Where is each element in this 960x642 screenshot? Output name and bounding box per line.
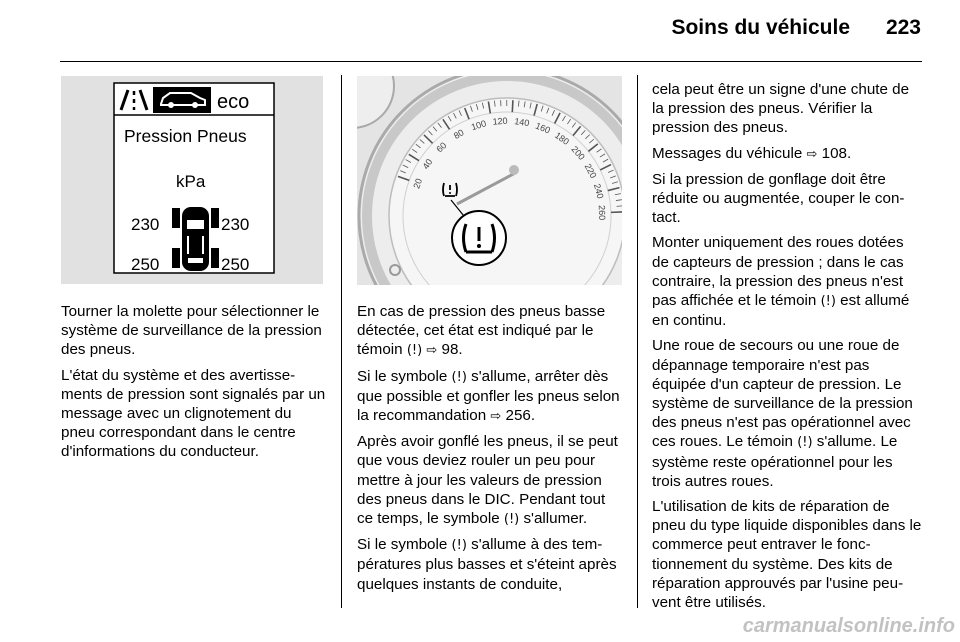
- speed-label: 120: [492, 115, 508, 127]
- column-divider-left: [341, 75, 342, 608]
- tick-mark: [617, 206, 622, 207]
- display-title: Pression Pneus: [124, 126, 247, 146]
- front-right-pressure: 230: [221, 215, 250, 234]
- needle-hub: [509, 165, 519, 175]
- column-divider-right: [637, 75, 638, 608]
- speed-label: 220: [582, 161, 599, 180]
- speed-label: 180: [552, 130, 571, 147]
- pressure-unit: kPa: [176, 172, 206, 191]
- speed-label: 200: [569, 144, 587, 162]
- column-middle: [357, 302, 625, 600]
- paragraph: En cas de pression des pneus basse détectée, cet état est indiqué par le témoin (!) ⇨ 98.: [357, 303, 606, 359]
- tire-pressure-warning-icon: (!): [820, 294, 836, 310]
- paragraph: Si la pression de gonflage doit être réduite ou augmentée, couper le contact.: [652, 170, 905, 227]
- paragraph: Si le symbole (!) s'allume à des températures plus basses et s'éteint après quelques instants de conduite,: [357, 536, 617, 593]
- tire-pressure-display-figure: [61, 76, 323, 284]
- speed-label: 80: [451, 127, 466, 141]
- paragraph: Tourner la molette pour sélectionner le système de surveillance de la pression des pneus.: [61, 303, 322, 359]
- speedometer-illustration: [357, 76, 622, 285]
- column-left: [61, 302, 327, 468]
- column-right: [652, 80, 924, 618]
- header-rule: [60, 61, 922, 62]
- tire-pressure-warning-callout-icon: [452, 211, 506, 265]
- speed-label: 160: [533, 120, 552, 136]
- vehicle-tab-icon: [153, 87, 211, 113]
- page-number: 223: [885, 16, 921, 39]
- tire-pressure-warning-icon: (!): [406, 343, 423, 359]
- paragraph: Messages du véhicule ⇨ 108.: [652, 144, 852, 162]
- watermark: carmanualsonline.info: [742, 615, 955, 637]
- speed-label: 240: [591, 182, 606, 200]
- paragraph: cela peut être un signe d'une chute de la pression des pneus. Vérifier la pression des pneus.: [652, 81, 910, 137]
- paragraph: Monter uniquement des roues dotées de capteurs de pression ; dans le cas contraire, la pression des pneus n'est pas affichée et le témoin (!) est allumé en continu.: [652, 234, 910, 330]
- page-reference-arrow-icon: ⇨: [426, 343, 438, 359]
- paragraph: Si le symbole (!) s'allume, arrêter dès que possible et gonfler les pneus selon la recommandation ⇨ 256.: [357, 367, 620, 425]
- speed-label: 260: [596, 204, 608, 221]
- section-title: Soins du véhicule: [671, 16, 850, 39]
- paragraph: Après avoir gonflé les pneus, il se peut que vous deviez rouler un peu pour mettre à jour les valeurs de pression des pneus dans le DIC. Pendant tout ce temps, le symbole (!) s'allumer.: [357, 433, 618, 528]
- dic-display-illustration: [61, 76, 323, 284]
- speed-label: 140: [513, 116, 531, 129]
- eco-label: eco: [217, 91, 250, 113]
- speed-label: 100: [470, 118, 488, 133]
- tire-pressure-warning-icon: (!): [797, 435, 813, 451]
- front-left-pressure: 230: [131, 215, 160, 234]
- tire-pressure-warning-small-icon: [441, 180, 459, 198]
- tick-mark: [512, 100, 513, 112]
- tire-pressure-warning-icon: (!): [451, 369, 467, 385]
- speed-label: 60: [434, 140, 449, 155]
- rear-left-pressure: 250: [131, 255, 160, 274]
- tire-pressure-warning-icon: (!): [451, 538, 467, 554]
- paragraph: Une roue de secours ou une roue de dépannage temporaire n'est pas équipée d'un capteur de pression. Le système de surveillance de la pression des pneus n'est pas opérationnel avec ces roues. Le témoin (!) s'allume. Le système reste opérationnel pour les trois autres roues.: [652, 337, 913, 490]
- speedometer-figure: [357, 76, 622, 285]
- tire-pressure-warning-icon: (!): [503, 512, 520, 528]
- paragraph: L'état du système et des avertissements de pression sont signalés par un message avec un clignotement du pneu correspondant dans le centre d'informations du conducteur.: [61, 366, 326, 461]
- speed-label: 20: [411, 177, 425, 190]
- paragraph: L'utilisation de kits de réparation de pneu du type liquide disponibles dans le commerce peut entraver le fonctionnement du système. Des kits de réparation approuvés par l'usine peuvent être utilisés.: [652, 498, 922, 612]
- page-reference-arrow-icon: ⇨: [490, 409, 502, 425]
- rear-right-pressure: 250: [221, 255, 250, 274]
- speed-label: 40: [420, 157, 435, 171]
- page-reference-arrow-icon: ⇨: [806, 146, 818, 162]
